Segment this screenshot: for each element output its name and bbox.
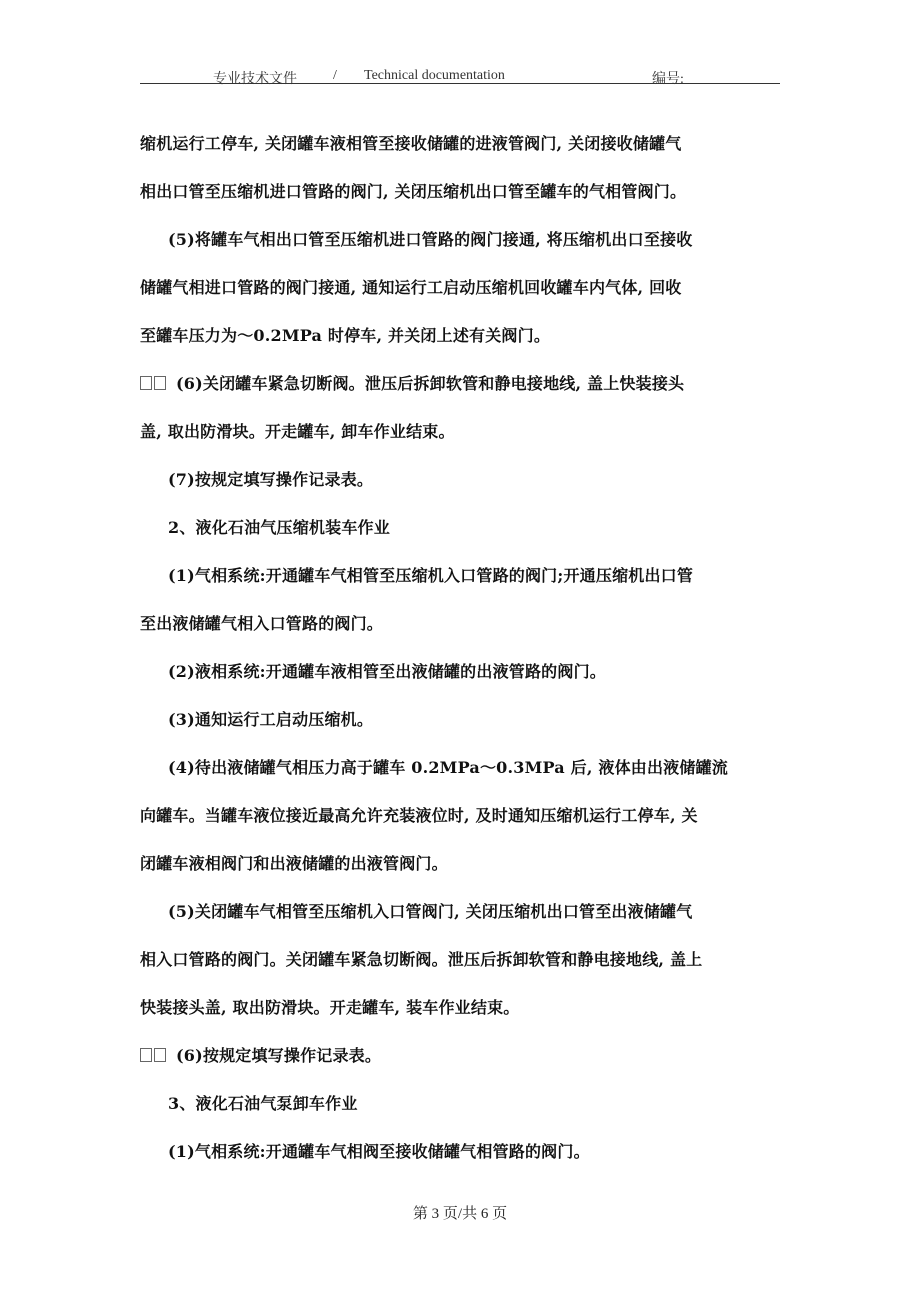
text-line: 快装接头盖, 取出防滑块。开走罐车, 装车作业结束。 <box>140 998 520 1017</box>
missing-glyph-box-icon <box>154 376 166 390</box>
text-line-with-boxes <box>140 1032 780 1080</box>
page-footer <box>0 1202 920 1223</box>
missing-glyph-box-icon <box>140 1048 152 1062</box>
text-line-content: (6)按规定填写操作记录表。 <box>176 1046 382 1065</box>
section-heading: 2、液化石油气压缩机装车作业 <box>168 518 390 537</box>
text-line: 向罐车。当罐车液位接近最高允许充装液位时, 及时通知压缩机运行工停车, 关 <box>140 806 698 825</box>
placeholder-boxes <box>140 1032 176 1080</box>
missing-glyph-box-icon <box>140 376 152 390</box>
text-line: 盖, 取出防滑块。开走罐车, 卸车作业结束。 <box>140 422 455 441</box>
text-line: (1)气相系统:开通罐车气相管至压缩机入口管路的阀门;开通压缩机出口管 <box>168 566 694 585</box>
header-separator: / <box>333 68 337 83</box>
text-line: 缩机运行工停车, 关闭罐车液相管至接收储罐的进液管阀门, 关闭接收储罐气 <box>140 134 682 153</box>
text-line: 储罐气相进口管路的阀门接通, 通知运行工启动压缩机回收罐车内气体, 回收 <box>140 278 682 297</box>
text-line: (5)关闭罐车气相管至压缩机入口管阀门, 关闭压缩机出口管至出液储罐气 <box>168 902 693 921</box>
text-line: (5)将罐车气相出口管至压缩机进口管路的阀门接通, 将压缩机出口至接收 <box>168 230 693 249</box>
section-heading: 3、液化石油气泵卸车作业 <box>168 1094 358 1113</box>
header-english-title: Technical documentation <box>364 68 505 83</box>
text-line-with-boxes <box>140 360 780 408</box>
body-text <box>140 120 780 1176</box>
text-line: (4)待出液储罐气相压力高于罐车 0.2MPa～0.3MPa 后, 液体由出液储罐流 <box>168 758 728 777</box>
text-line: 相入口管路的阀门。关闭罐车紧急切断阀。泄压后拆卸软管和静电接地线, 盖上 <box>140 950 703 969</box>
header-category: 专业技术文件 <box>213 72 297 87</box>
text-line: (7)按规定填写操作记录表。 <box>168 470 374 489</box>
text-line: 闭罐车液相阀门和出液储罐的出液管阀门。 <box>140 854 448 873</box>
text-line: 至出液储罐气相入口管路的阀门。 <box>140 614 384 633</box>
text-line: (1)气相系统:开通罐车气相阀至接收储罐气相管路的阀门。 <box>168 1142 590 1161</box>
header-rule <box>140 83 780 84</box>
text-line: 至罐车压力为～0.2MPa 时停车, 并关闭上述有关阀门。 <box>140 326 551 345</box>
placeholder-boxes <box>140 360 176 408</box>
text-line: (3)通知运行工启动压缩机。 <box>168 710 374 729</box>
text-line-content: (6)关闭罐车紧急切断阀。泄压后拆卸软管和静电接地线, 盖上快装接头 <box>176 374 685 393</box>
header-number-label: 编号: <box>652 72 684 87</box>
missing-glyph-box-icon <box>154 1048 166 1062</box>
page-number: 第 3 页/共 6 页 <box>412 1206 508 1222</box>
text-line: (2)液相系统:开通罐车液相管至出液储罐的出液管路的阀门。 <box>168 662 606 681</box>
text-line: 相出口管至压缩机进口管路的阀门, 关闭压缩机出口管至罐车的气相管阀门。 <box>140 182 687 201</box>
